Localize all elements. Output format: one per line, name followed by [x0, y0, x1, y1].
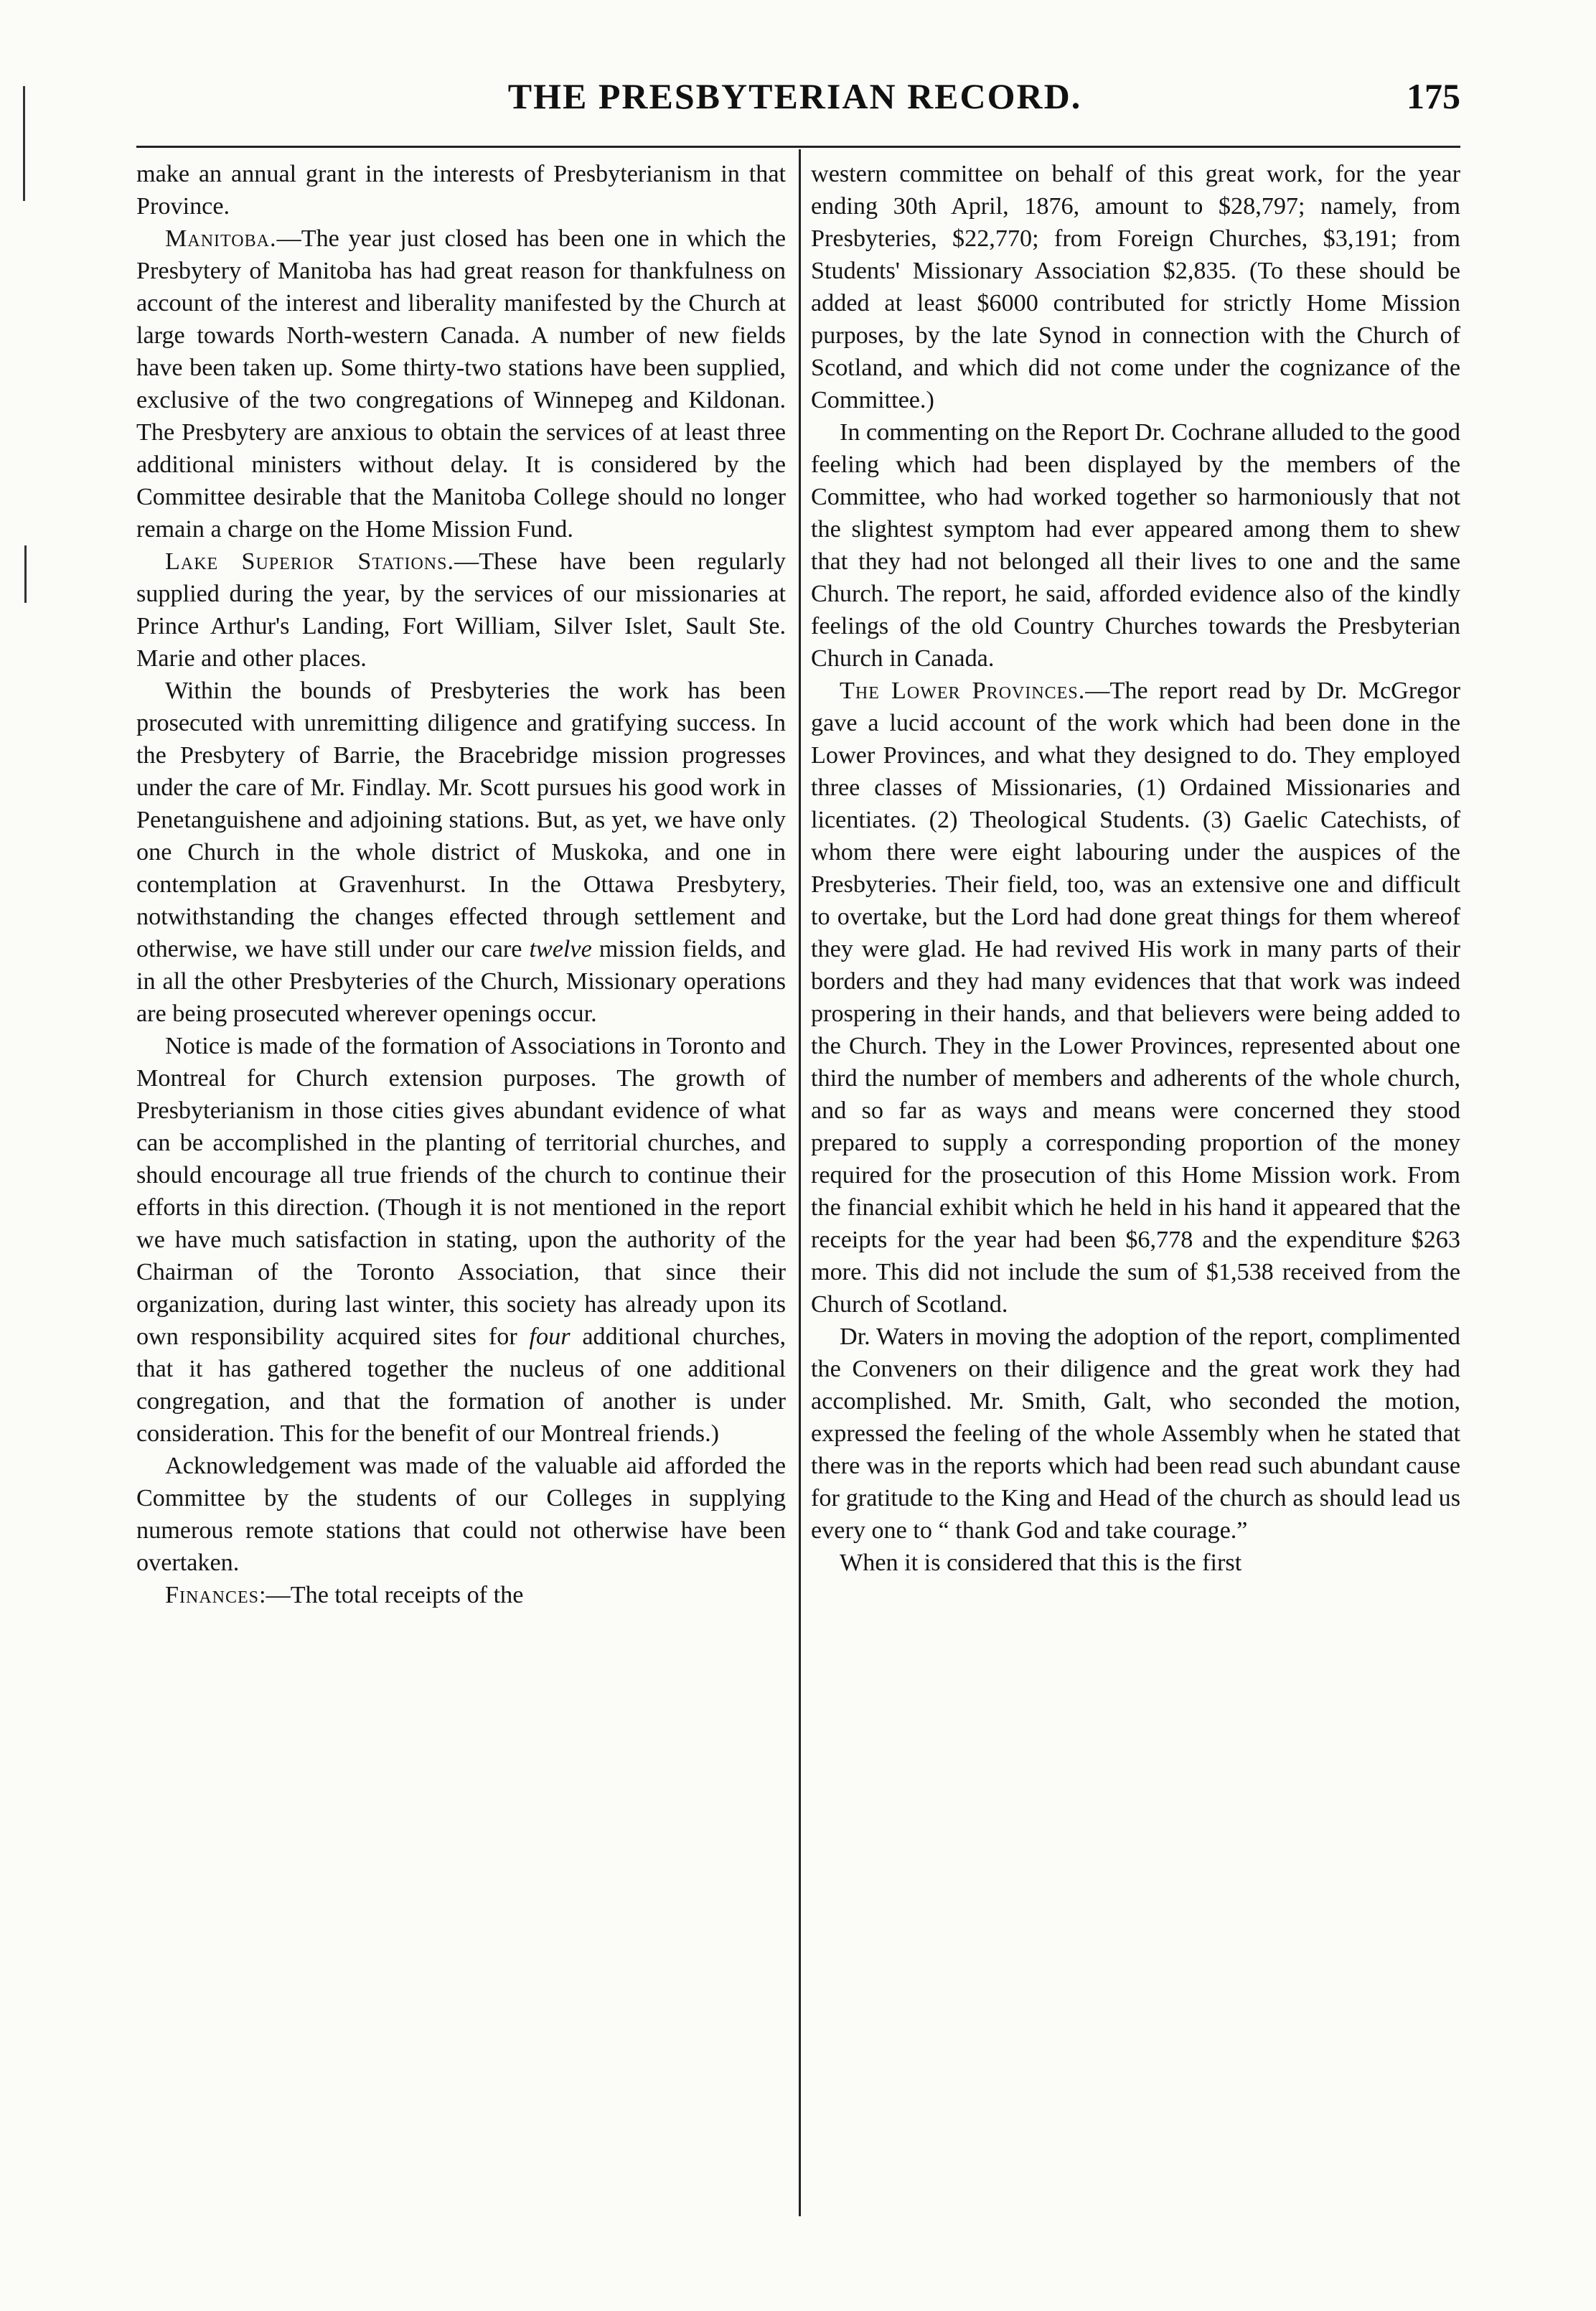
margin-mark [24, 545, 27, 603]
paragraph [136, 1450, 786, 1579]
paragraph-text: Acknowledgement was made of the valuable aid afforded the Committee by the students of our Colleges in supplying numerous remote stations that could not otherwise have been overtaken. [136, 1453, 786, 1576]
paragraph [811, 1547, 1460, 1579]
paragraph-text: :—The total receipts of the [259, 1582, 524, 1608]
column-divider [799, 149, 801, 2216]
paragraph [136, 158, 786, 222]
paragraph-text: Dr. Waters in moving the adoption of the report, complimented the Conveners on their diligence and the great work they had accomplished. Mr. Smith, Galt, who seconded the motion, expressed the feeling of the whole Assembly when he stated that there was in the reports which had been read such abundant cause for gratitude to the King and Head of the church as should lead us every one to “ thank God and take courage.” [811, 1323, 1460, 1544]
page-number: 175 [1407, 76, 1460, 116]
paragraph-text: Notice is made of the formation of Associations in Toronto and Montreal for Church extension purposes. The growth of Presbyterianism in those cities gives abundant evidence of what can be accomplished in the planting of territorial churches, and should encourage all true friends of the church to continue their efforts in this direction. (Though it is not mentioned in the report we have much satisfaction in stating, upon the authority of the Chairman of the Toronto Association, that since their organization, during last winter, this society has already upon its own responsibility acquired sites for [136, 1033, 786, 1350]
right-column [811, 158, 1460, 2211]
paragraph [136, 1030, 786, 1450]
paragraph-text: —The report read by Dr. McGregor gave a lucid account of the work which had been done in the Lower Provinces, and what they designed to do. They employed three classes of Missionaries, (1) Ordained Missionaries and licentiates. (2) Theological Students. (3) Gaelic Catechists, of whom there were eight labouring under the auspices of the Presbyteries. Their field, too, was an extensive one and difficult to overtake, but the Lord had done great things for them whereof they were glad. He had revived His work in many parts of their borders and they had many evidences that that work was indeed prospering in their hands, and that believers were being added to the Church. They in the Lower Provinces, represented about one third the number of members and adherents of the whole church, and so far as ways and means were concerned they stood prepared to supply a corresponding proportion of the money required for the prosecution of this Home Mission work. From the financial exhibit which he held in his hand it appeared that the receipts for the year had been $6,778 and the expenditure $263 more. This did not include the sum of $1,538 received from the Church of Scotland. [811, 678, 1460, 1318]
paragraph-text: western committee on behalf of this great work, for the year ending 30th April, 1876, amount to $28,797; namely, from Presbyteries, $22,770; from Foreign Churches, $3,191; from Students' Missionary Association $2,835. (To these should be added at least $6000 contributed for strictly Home Mission purposes, by the late Synod in connection with the Church of Scotland, and which did not come under the cognizance of the Committee.) [811, 161, 1460, 413]
section-heading: Lake Superior Stations. [165, 548, 454, 575]
header-rule [136, 146, 1460, 148]
paragraph-text: make an annual grant in the interests of Presbyterianism in that Province. [136, 161, 786, 220]
page-header [129, 75, 1460, 133]
paragraph-lake-superior [136, 545, 786, 675]
margin-mark [23, 86, 25, 201]
paragraph-manitoba [136, 222, 786, 545]
paragraph-text: Within the bounds of Presbyteries the work has been prosecuted with unremitting diligence and gratifying success. In the Presbytery of Barrie, the Bracebridge mission progresses under the care of Mr. Findlay. Mr. Scott pursues his good work in Penetanguishene and adjoining stations. But, as yet, we have only one Church in the whole district of Muskoka, and one in contemplation at Gravenhurst. In the Ottawa Presbytery, notwithstanding the changes effected through settlement and otherwise, we have still under our care [136, 678, 786, 962]
paragraph [811, 158, 1460, 416]
paragraph-text: additional churches, that it has gathered together the nucleus of one additional congregation, and that the formation of another is under consideration. This for the benefit of our Montreal friends.) [136, 1323, 786, 1447]
section-heading: Finances [165, 1582, 260, 1608]
section-heading: The Lower Provinces. [840, 678, 1086, 704]
paragraph-text: —These have been regularly supplied during the year, by the services of our missionaries at Prince Arthur's Landing, Fort William, Silver Islet, Sault Ste. Marie and other places. [136, 548, 786, 672]
paragraph-text: When it is considered that this is the first [840, 1550, 1242, 1576]
paragraph [136, 675, 786, 1030]
paragraph-text: In commenting on the Report Dr. Cochrane alluded to the good feeling which had been displayed by the members of the Committee, who had worked together so harmoniously that not the slightest symptom had ever appeared among them to shew that they had not belonged all their lives to one and the same Church. The report, he said, afforded evidence also of the kindly feelings of the old Country Churches towards the Presbyterian Church in Canada. [811, 419, 1460, 672]
journal-title: THE PRESBYTERIAN RECORD. [507, 76, 1082, 116]
paragraph-lower-provinces [811, 675, 1460, 1321]
paragraph [811, 1321, 1460, 1547]
paragraph-text: mission fields, and in all the other Presbyteries of the Church, Missionary operations are being prosecuted wherever openings occur. [136, 936, 786, 1027]
paragraph-text: —The year just closed has been one in which the Presbytery of Manitoba has had great reason for thankfulness on account of the interest and liberality manifested by the Church at large towards North-western Canada. A number of new fields have been taken up. Some thirty-two stations have been supplied, exclusive of the two congregations of Winnepeg and Kildonan. The Presbytery are anxious to obtain the services of at least three additional ministers without delay. It is considered by the Committee desirable that the Manitoba College should no longer remain a charge on the Home Mission Fund. [136, 225, 786, 543]
section-heading: Manitoba. [165, 225, 277, 252]
paragraph [811, 416, 1460, 675]
paragraph-finances [136, 1579, 786, 1611]
emphasis-text: twelve [529, 936, 592, 962]
emphasis-text: four [529, 1323, 571, 1350]
left-column [136, 158, 786, 2211]
